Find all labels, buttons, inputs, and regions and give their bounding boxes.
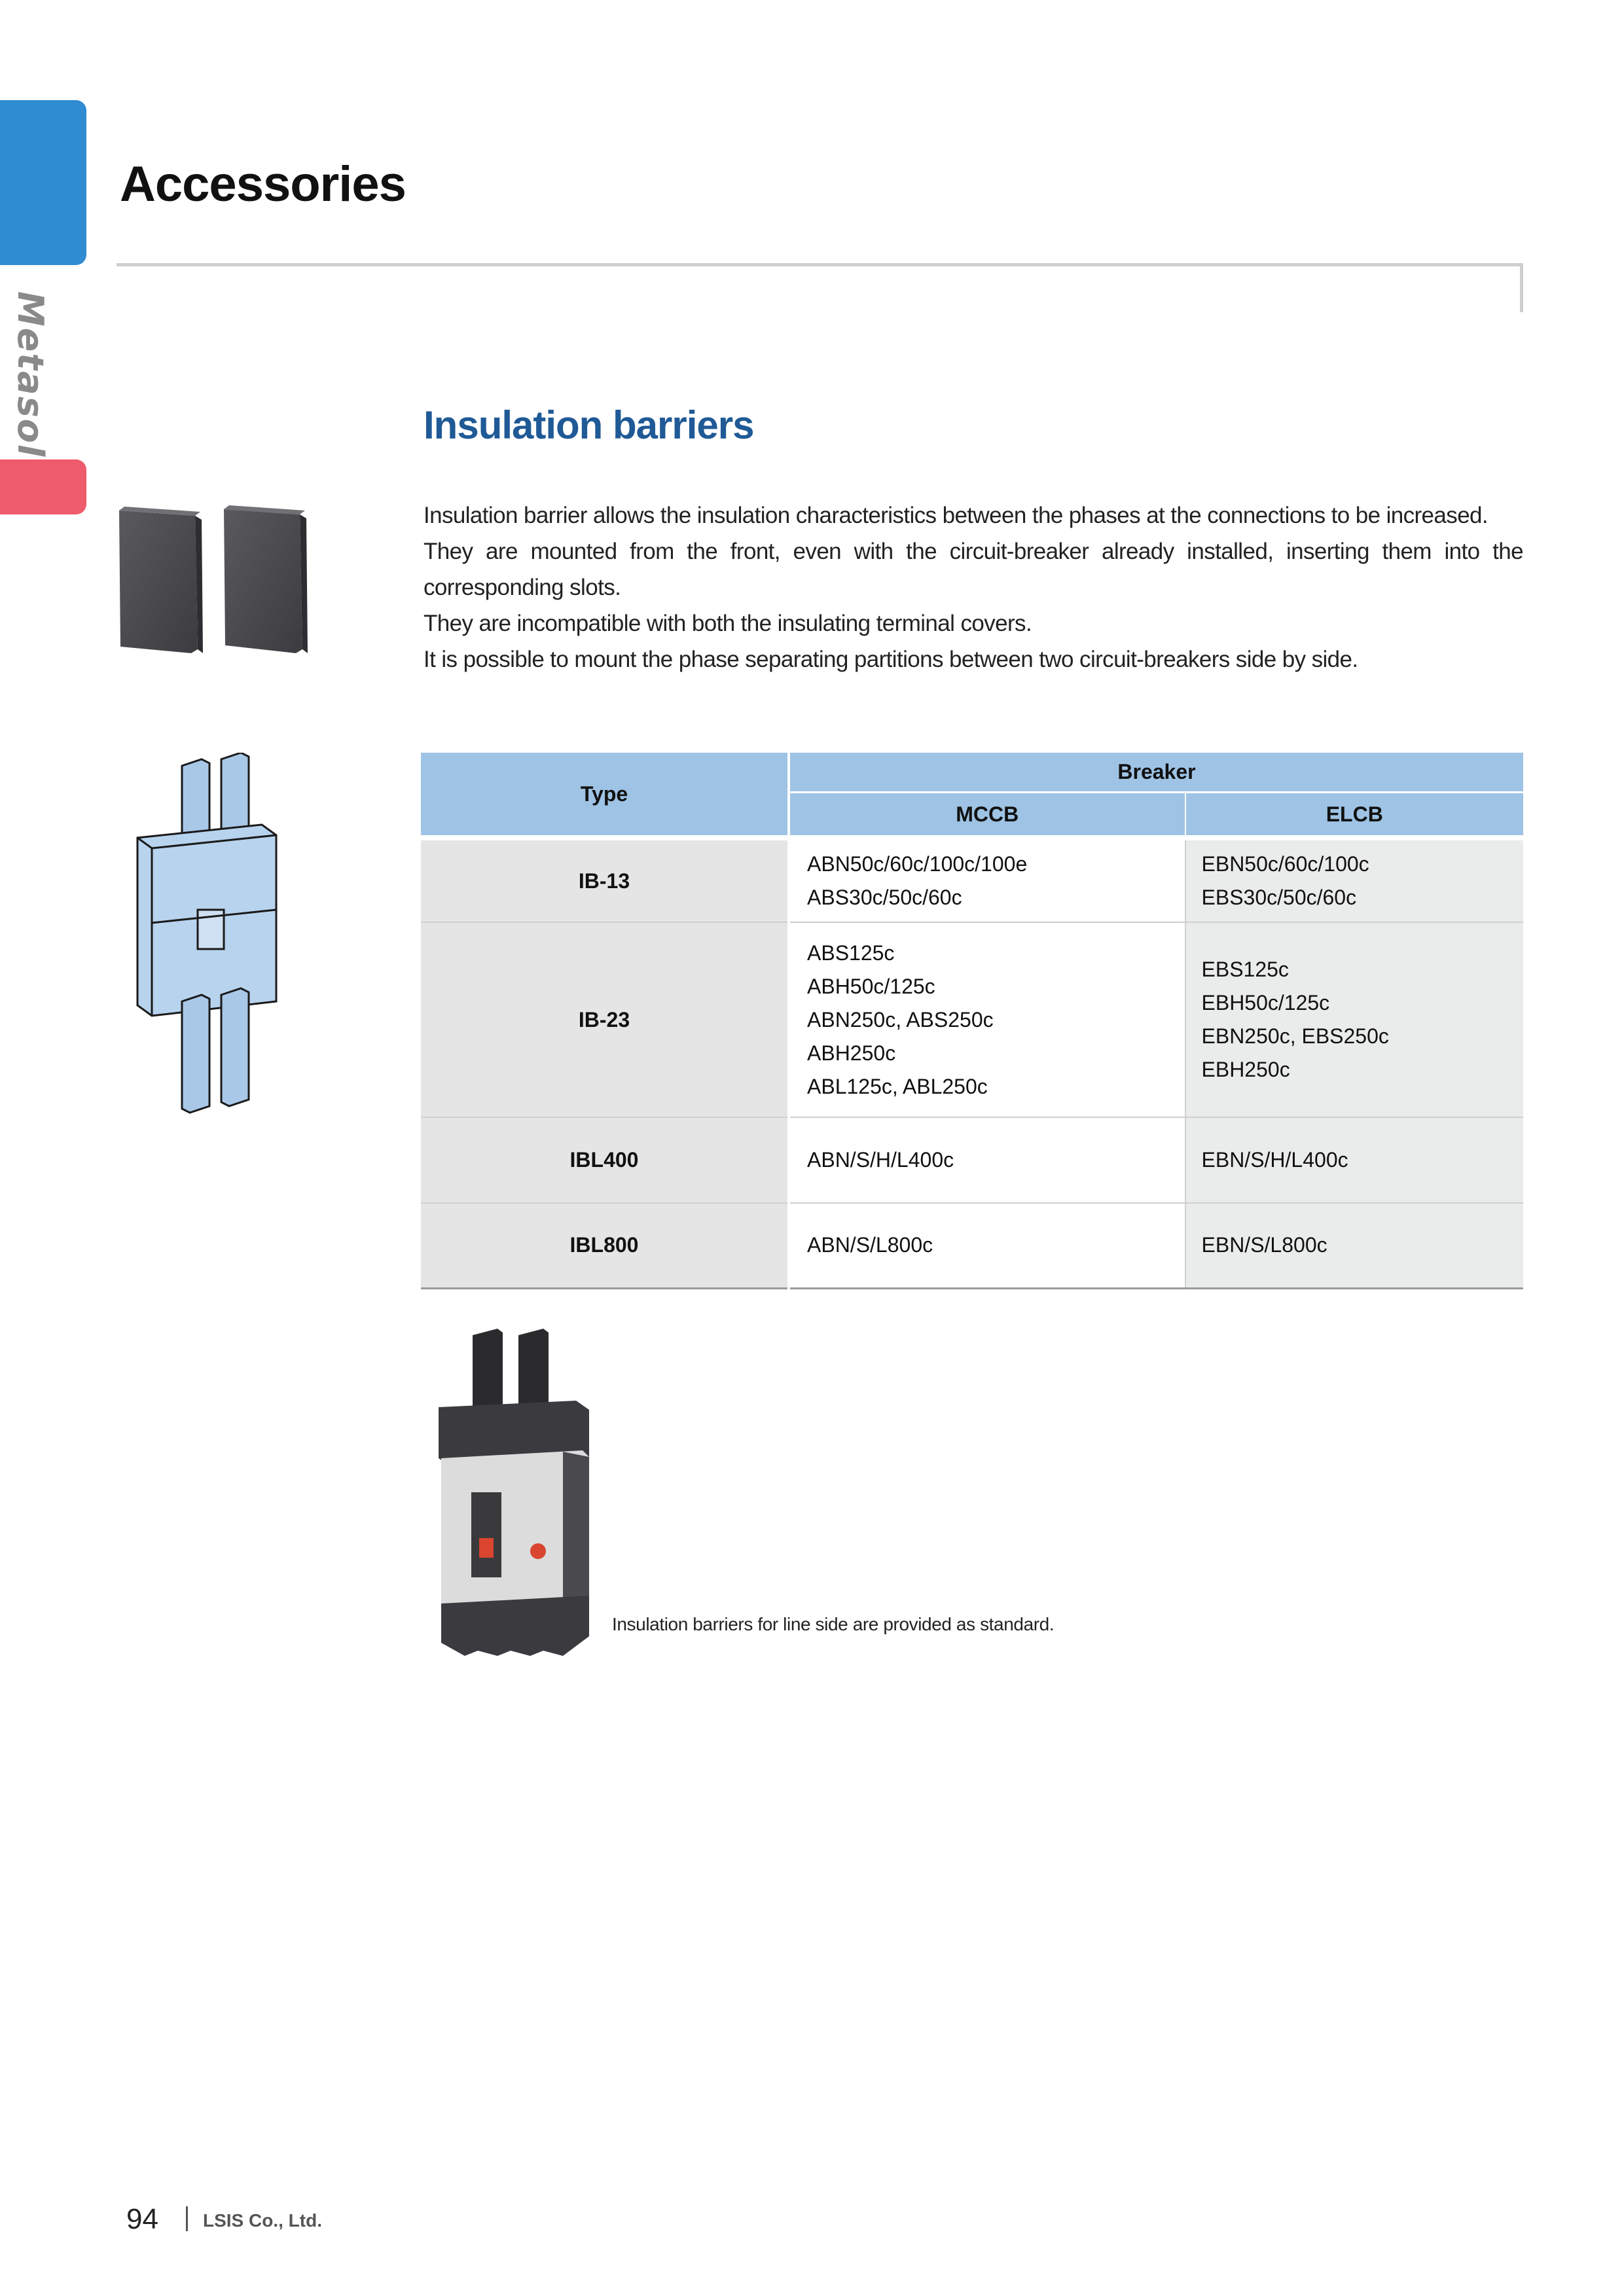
description-paragraph: They are mounted from the front, even with the circuit-breaker already installed, inserting them into the corresponding slots. <box>424 539 1523 600</box>
mccb-model: ABN/S/H/L400c <box>807 1148 954 1172</box>
title-rule <box>117 263 1523 266</box>
table-row <box>421 838 1523 922</box>
type-cell: IBL400 <box>421 1117 789 1203</box>
mccb-model: ABH250c <box>807 1041 896 1065</box>
barrier-plate-right <box>224 505 308 653</box>
section-title: Insulation barriers <box>424 403 754 447</box>
bottom-barrier-left <box>182 995 209 1113</box>
bottom-barrier-right <box>221 988 249 1106</box>
header-breaker: Breaker <box>789 753 1523 793</box>
mccb-model: ABS125c <box>807 941 895 965</box>
header-type: Type <box>421 753 789 838</box>
description-paragraph: They are incompatible with both the insulating terminal covers. <box>424 611 1032 636</box>
mccb-model: ABH50c/125c <box>807 974 935 998</box>
elcb-model: EBN/S/H/L400c <box>1201 1148 1348 1172</box>
elcb-model: EBN250c, EBS250c <box>1201 1024 1389 1048</box>
header-mccb: MCCB <box>789 793 1185 838</box>
footer-company: LSIS Co., Ltd. <box>203 2210 322 2231</box>
footer-divider <box>186 2206 188 2231</box>
mccb-model: ABS30c/50c/60c <box>807 886 962 909</box>
type-cell: IBL800 <box>421 1203 789 1288</box>
mccb-model: ABN50c/60c/100c/100e <box>807 852 1028 876</box>
elcb-model: EBS30c/50c/60c <box>1201 886 1357 909</box>
mccb-model: ABN250c, ABS250c <box>807 1007 994 1031</box>
description-paragraph: Insulation barrier allows the insulation characteristics between the phases at the connections to be increased. <box>424 503 1489 528</box>
table-row <box>421 1203 1523 1288</box>
side-tab-blue <box>0 100 86 265</box>
breaker-barrier-diagram-image <box>124 753 288 1116</box>
elcb-cell <box>1185 838 1524 922</box>
page-title: Accessories <box>120 156 406 212</box>
mccb-cell <box>789 838 1185 922</box>
table-row <box>421 922 1523 1117</box>
mccb-cell <box>789 1117 1185 1203</box>
compatibility-table <box>421 753 1523 1289</box>
elcb-model: EBH50c/125c <box>1201 991 1330 1014</box>
image-caption: Insulation barriers for line side are provided as standard. <box>612 1614 1055 1634</box>
elcb-model: EBN50c/60c/100c <box>1201 852 1369 876</box>
elcb-model: EBS125c <box>1201 958 1289 981</box>
insulation-barrier-plates-image <box>111 497 321 661</box>
elcb-cell <box>1185 1117 1524 1203</box>
title-rule-end <box>1520 263 1523 312</box>
elcb-cell <box>1185 1203 1524 1288</box>
type-cell: IB-23 <box>421 922 789 1117</box>
mccb-cell <box>789 1203 1185 1288</box>
side-tab-pink <box>0 459 86 514</box>
elcb-cell <box>1185 922 1524 1117</box>
page-number: 94 <box>126 2203 158 2235</box>
mccb-model: ABL125c, ABL250c <box>807 1074 988 1098</box>
table-row <box>421 1117 1523 1203</box>
side-tab-label: Metasol <box>10 291 51 458</box>
barrier-plate-left <box>119 507 203 653</box>
description-paragraph: It is possible to mount the phase separating partitions between two circuit-breakers side by side. <box>424 647 1358 672</box>
elcb-model: EBH250c <box>1201 1058 1290 1081</box>
mccb-model: ABN/S/L800c <box>807 1233 933 1257</box>
mccb-cell <box>789 922 1185 1117</box>
breaker-photo-image <box>432 1329 602 1662</box>
section-description <box>424 497 1523 677</box>
header-elcb: ELCB <box>1185 793 1524 838</box>
elcb-model: EBN/S/L800c <box>1201 1233 1327 1257</box>
type-cell: IB-13 <box>421 838 789 922</box>
